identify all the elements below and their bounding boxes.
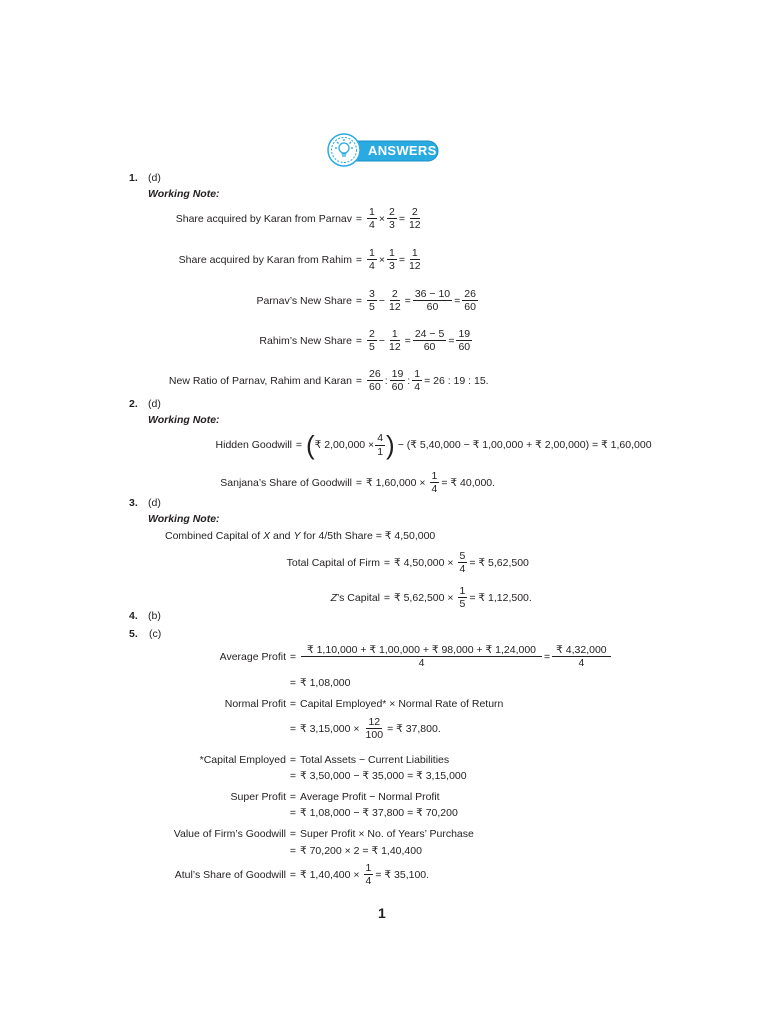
numerator: 26 bbox=[464, 288, 476, 300]
numerator: 2 bbox=[369, 328, 375, 340]
equals-sign: = bbox=[454, 294, 461, 307]
operator: − bbox=[378, 334, 385, 347]
equals-sign: = bbox=[404, 334, 411, 347]
denominator: 12 bbox=[388, 341, 401, 354]
q5-line-atul-share bbox=[120, 862, 430, 887]
q3-l1-term: ₹ 4,50,000 × bbox=[394, 556, 454, 569]
q5-answer: (c) bbox=[149, 628, 162, 640]
equals-sign: = bbox=[289, 828, 297, 840]
equals-sign: = bbox=[355, 374, 363, 387]
fraction bbox=[367, 247, 377, 272]
var-y: Y bbox=[293, 530, 301, 542]
close-paren: ) bbox=[386, 430, 395, 460]
denominator: 12 bbox=[408, 219, 421, 232]
q1-line-karan-parnav bbox=[120, 206, 424, 231]
q3-number: 3. bbox=[129, 497, 138, 509]
fraction bbox=[552, 644, 610, 669]
equals-sign: = bbox=[355, 212, 363, 225]
q2-l2-label: Sanjana’s Share of Goodwill bbox=[220, 476, 352, 489]
q3-l1-rest: = ₹ 5,62,500 bbox=[469, 556, 529, 569]
q1-l2-label: Share acquired by Karan from Rahim bbox=[178, 253, 352, 266]
q5-np2-rest: = ₹ 37,800. bbox=[387, 722, 441, 735]
denominator: 60 bbox=[423, 341, 436, 354]
q3-l2-label bbox=[120, 592, 380, 604]
numerator: 24 − 5 bbox=[414, 328, 445, 340]
q5-line-capital-employed bbox=[120, 754, 449, 766]
numerator: 1 bbox=[365, 862, 372, 874]
q5-vg-text: Super Profit × No. of Years’ Purchase bbox=[300, 828, 474, 840]
equals-sign: = bbox=[448, 334, 455, 347]
q5-line-normal-profit-calc bbox=[286, 716, 442, 741]
q2-l2-rest: = ₹ 40,000. bbox=[441, 476, 496, 489]
equals-sign: = bbox=[544, 650, 551, 663]
equals-sign: = bbox=[398, 212, 405, 225]
q1-line-rahim-new-share bbox=[120, 328, 473, 353]
denominator: 4 bbox=[431, 483, 438, 496]
q5-sp2-text: ₹ 1,08,000 − ₹ 37,800 = ₹ 70,200 bbox=[300, 807, 458, 819]
numerator: 1 bbox=[459, 585, 466, 597]
q5-np2-term: ₹ 3,15,000 × bbox=[300, 722, 360, 735]
q5-vg-label: Value of Firm’s Goodwill bbox=[173, 828, 286, 840]
equals-sign: = bbox=[289, 807, 297, 819]
equals-sign: = bbox=[404, 294, 411, 307]
denominator: 100 bbox=[365, 729, 384, 742]
answers-title: ANSWERS bbox=[368, 143, 437, 158]
q3-l2-term: ₹ 5,62,500 × bbox=[394, 591, 454, 604]
numerator: 2 bbox=[388, 206, 395, 218]
fraction bbox=[367, 206, 377, 231]
equals-sign: = bbox=[289, 698, 297, 710]
ratio-colon: : bbox=[384, 374, 388, 387]
fraction bbox=[364, 862, 374, 887]
var-x: X bbox=[263, 530, 271, 542]
numerator: 2 bbox=[391, 288, 398, 300]
q5-sp-label: Super Profit bbox=[230, 791, 286, 803]
q1-l4-label: Rahim’s New Share bbox=[259, 334, 352, 347]
numerator: 2 bbox=[411, 206, 418, 218]
fraction bbox=[407, 206, 423, 231]
equals-sign: = bbox=[289, 770, 297, 782]
fraction bbox=[456, 328, 472, 353]
denominator: 4 bbox=[369, 219, 375, 232]
equals-sign: = bbox=[295, 439, 303, 451]
numerator: 36 − 10 bbox=[414, 288, 451, 300]
q5-line-firm-goodwill-calc bbox=[286, 845, 422, 857]
q3-answer: (d) bbox=[148, 497, 161, 509]
q1-answer: (d) bbox=[148, 172, 161, 184]
text: and bbox=[270, 530, 294, 542]
q1-line-karan-rahim bbox=[120, 247, 424, 272]
q5-line-capital-employed-calc bbox=[286, 770, 467, 782]
fraction bbox=[387, 206, 397, 231]
q2-number: 2. bbox=[129, 398, 138, 410]
q5-line-normal-profit bbox=[120, 698, 503, 710]
q5-avg2-text: ₹ 1,08,000 bbox=[300, 677, 351, 689]
denominator: 12 bbox=[408, 260, 421, 273]
answers-header bbox=[326, 133, 440, 167]
q5-number: 5. bbox=[129, 628, 138, 640]
equals-sign: = bbox=[289, 677, 297, 689]
fraction bbox=[367, 288, 377, 313]
denominator: 3 bbox=[388, 219, 395, 232]
equals-sign: = bbox=[398, 253, 405, 266]
denominator: 4 bbox=[418, 657, 425, 670]
var-z: Z bbox=[330, 591, 337, 604]
numerator: 1 bbox=[431, 470, 438, 482]
q5-ce-label: *Capital Employed bbox=[199, 754, 286, 766]
fraction bbox=[375, 432, 385, 457]
q3-line-total-capital bbox=[120, 550, 530, 575]
fraction bbox=[367, 368, 383, 393]
numerator: 1 bbox=[411, 247, 418, 259]
equals-sign: = bbox=[355, 334, 363, 347]
fraction bbox=[413, 328, 447, 353]
denominator: 4 bbox=[578, 657, 585, 670]
q5-line-average-profit bbox=[120, 644, 612, 669]
q5-np-label: Normal Profit bbox=[224, 698, 286, 710]
numerator: 19 bbox=[391, 368, 404, 380]
fraction bbox=[367, 328, 377, 353]
denominator: 60 bbox=[458, 341, 471, 354]
q5-ag-term: ₹ 1,40,400 × bbox=[300, 868, 360, 881]
q3-working-note: Working Note: bbox=[148, 513, 220, 525]
fraction bbox=[412, 368, 422, 393]
q3-l1-label: Total Capital of Firm bbox=[286, 556, 380, 569]
q5-line-firm-goodwill bbox=[120, 828, 474, 840]
q1-working-note: Working Note: bbox=[148, 188, 220, 200]
q5-ag-label: Atul’s Share of Goodwill bbox=[174, 868, 286, 881]
equals-sign: = bbox=[289, 754, 297, 766]
equals-sign: = bbox=[289, 845, 297, 857]
q1-line-new-ratio bbox=[120, 368, 490, 393]
fraction bbox=[407, 247, 423, 272]
fraction bbox=[413, 288, 452, 313]
q5-ag-rest: = ₹ 35,100. bbox=[375, 868, 430, 881]
fraction bbox=[458, 585, 468, 610]
q5-np-text: Capital Employed* × Normal Rate of Return bbox=[300, 698, 504, 710]
fraction bbox=[458, 550, 468, 575]
q2-answer: (d) bbox=[148, 398, 161, 410]
q1-line-parnav-new-share bbox=[120, 288, 479, 313]
fraction bbox=[387, 247, 397, 272]
q2-l1-label: Hidden Goodwill bbox=[215, 439, 292, 451]
denominator: 12 bbox=[388, 301, 401, 314]
page-number: 1 bbox=[378, 905, 386, 921]
numerator: 1 bbox=[391, 328, 398, 340]
q4-number: 4. bbox=[129, 610, 138, 622]
denominator: 5 bbox=[459, 598, 466, 611]
q5-sp-text: Average Profit − Normal Profit bbox=[300, 791, 440, 803]
q2-line-sanjana-share bbox=[120, 470, 496, 495]
q5-vg2-text: ₹ 70,200 × 2 = ₹ 1,40,400 bbox=[300, 845, 422, 857]
denominator: 5 bbox=[369, 341, 375, 354]
equals-sign: = bbox=[355, 294, 363, 307]
ratio-result: = 26 : 19 : 15. bbox=[424, 374, 489, 387]
fraction bbox=[390, 368, 406, 393]
numerator: 1 bbox=[388, 247, 395, 259]
denominator: 60 bbox=[464, 301, 476, 314]
q2-l2-term: ₹ 1,60,000 × bbox=[366, 476, 426, 489]
denominator: 60 bbox=[369, 381, 381, 394]
denominator: 4 bbox=[414, 381, 421, 394]
denominator: 1 bbox=[377, 445, 384, 458]
q1-l5-label: New Ratio of Parnav, Rahim and Karan bbox=[168, 374, 352, 387]
fraction bbox=[364, 716, 386, 741]
q5-ce2-text: ₹ 3,50,000 − ₹ 35,000 = ₹ 3,15,000 bbox=[300, 770, 467, 782]
q4-answer: (b) bbox=[148, 610, 161, 622]
equals-sign: = bbox=[289, 722, 297, 735]
equals-sign: = bbox=[289, 650, 297, 663]
q5-avg-label: Average Profit bbox=[219, 650, 286, 663]
operator: × bbox=[378, 212, 385, 225]
text: ’s Capital bbox=[337, 591, 380, 604]
fraction bbox=[430, 470, 440, 495]
numerator: 1 bbox=[414, 368, 421, 380]
numerator: 1 bbox=[369, 206, 375, 218]
q1-number: 1. bbox=[129, 172, 138, 184]
fraction bbox=[387, 328, 403, 353]
text: for 4/5th Share = ₹ 4,50,000 bbox=[300, 530, 436, 542]
denominator: 3 bbox=[388, 260, 395, 273]
numerator: ₹ 4,32,000 bbox=[552, 644, 610, 657]
q2-line-hidden-goodwill bbox=[120, 432, 652, 458]
fraction bbox=[462, 288, 478, 313]
equals-sign: = bbox=[355, 476, 363, 489]
numerator: 4 bbox=[377, 432, 384, 445]
ratio-colon: : bbox=[407, 374, 411, 387]
text: Combined Capital of bbox=[165, 530, 264, 542]
fraction bbox=[387, 288, 403, 313]
q5-line-super-profit bbox=[120, 791, 440, 803]
q1-l1-label: Share acquired by Karan from Parnav bbox=[175, 212, 352, 225]
q2-l1-term: ₹ 2,00,000 × bbox=[314, 439, 375, 451]
operator: − bbox=[378, 294, 385, 307]
open-paren: ( bbox=[306, 430, 315, 460]
denominator: 4 bbox=[459, 563, 466, 576]
operator: × bbox=[378, 253, 385, 266]
q5-ce-text: Total Assets − Current Liabilities bbox=[300, 754, 450, 766]
numerator: 3 bbox=[369, 288, 375, 300]
numerator: 26 bbox=[369, 368, 381, 380]
q1-l3-label: Parnav’s New Share bbox=[256, 294, 352, 307]
numerator: 12 bbox=[368, 716, 381, 728]
numerator: 1 bbox=[369, 247, 375, 259]
equals-sign: = bbox=[355, 253, 363, 266]
denominator: 60 bbox=[391, 381, 404, 394]
numerator: ₹ 1,10,000 + ₹ 1,00,000 + ₹ 98,000 + ₹ 1,24,000 bbox=[301, 644, 542, 657]
equals-sign: = bbox=[289, 791, 297, 803]
q2-working-note: Working Note: bbox=[148, 414, 220, 426]
equals-sign: = bbox=[383, 591, 391, 604]
denominator: 4 bbox=[365, 875, 372, 888]
numerator: 19 bbox=[458, 328, 471, 340]
denominator: 5 bbox=[369, 301, 375, 314]
q2-l1-rest: − (₹ 5,40,000 − ₹ 1,00,000 + ₹ 2,00,000) = ₹ 1,60,000 bbox=[397, 439, 652, 451]
equals-sign: = bbox=[383, 556, 391, 569]
q3-combined-capital bbox=[165, 530, 435, 542]
q3-l2-rest: = ₹ 1,12,500. bbox=[469, 591, 532, 604]
q5-line-average-profit-result bbox=[286, 677, 350, 689]
denominator: 60 bbox=[426, 301, 439, 314]
fraction bbox=[301, 644, 542, 669]
numerator: 5 bbox=[459, 550, 466, 562]
q5-line-super-profit-calc bbox=[286, 807, 458, 819]
equals-sign: = bbox=[289, 868, 297, 881]
denominator: 4 bbox=[369, 260, 375, 273]
q3-line-z-capital bbox=[120, 585, 533, 610]
